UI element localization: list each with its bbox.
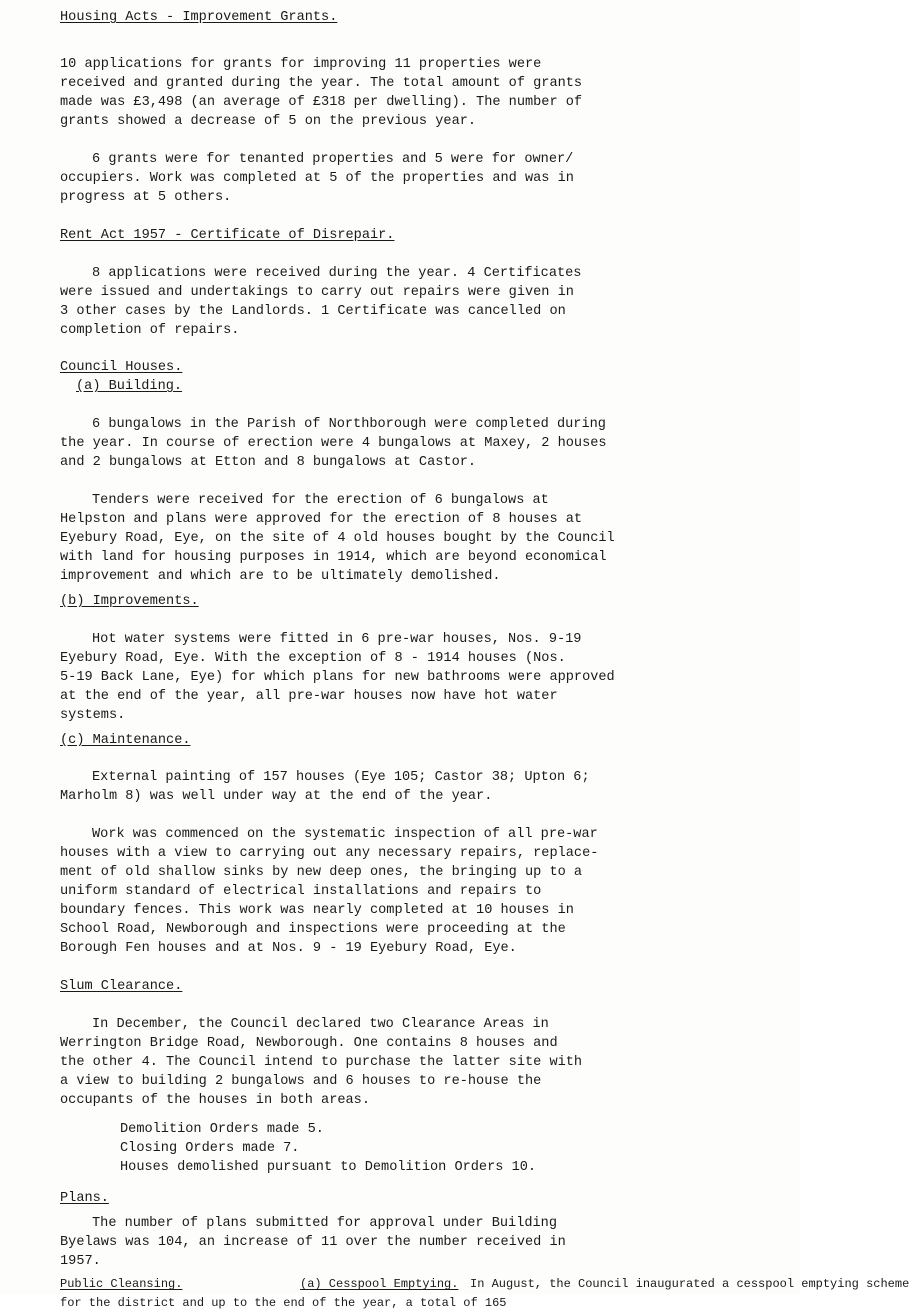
slum-p1-line1: In December, the Council declared two Clearance Areas in	[92, 1017, 549, 1032]
rent-act-heading: Rent Act 1957 - Certificate of Disrepair.	[60, 228, 395, 243]
slum-clearance-heading: Slum Clearance.	[60, 979, 183, 994]
grants-p2-line1: 6 grants were for tenanted properties and 5 were for owner/	[92, 152, 574, 167]
building-heading: (a) Building.	[76, 379, 183, 394]
grants-p1-line2: received and granted during the year. The total amount of grants	[60, 76, 583, 91]
maintenance-p2-line7: Borough Fen houses and at Nos. 9 - 19 Eyebury Road, Eye.	[60, 941, 517, 956]
demolition-orders: Demolition Orders made 5.	[120, 1122, 324, 1137]
maintenance-p2-line5: boundary fences. This work was nearly completed at 10 houses in	[60, 903, 574, 918]
maintenance-p1-line1: External painting of 157 houses (Eye 105; Castor 38; Upton 6;	[92, 770, 590, 785]
maintenance-p2-line4: uniform standard of electrical installations and repairs to	[60, 884, 542, 899]
public-cleansing-heading: Public Cleansing.	[60, 1277, 183, 1291]
building-p2-line3: Eyebury Road, Eye, on the site of 4 old houses bought by the Council	[60, 531, 615, 546]
rent-act-line2: were issued and undertakings to carry out repairs were given in	[60, 285, 574, 300]
improvements-line1: Hot water systems were fitted in 6 pre-war houses, Nos. 9-19	[92, 632, 582, 647]
building-p2-line4: with land for housing purposes in 1914, which are beyond economical	[60, 550, 607, 565]
slum-p1-line2: Werrington Bridge Road, Newborough. One contains 8 houses and	[60, 1036, 558, 1051]
rent-act-line1: 8 applications were received during the year. 4 Certificates	[92, 266, 582, 281]
council-houses-heading: Council Houses.	[60, 360, 183, 375]
closing-orders: Closing Orders made 7.	[120, 1141, 300, 1156]
slum-p1-line5: occupants of the houses in both areas.	[60, 1093, 370, 1108]
houses-demolished: Houses demolished pursuant to Demolition Orders 10.	[120, 1160, 537, 1175]
maintenance-p2-line3: ment of old shallow sinks by new deep ones, the bringing up to a	[60, 865, 583, 880]
building-p2-line1: Tenders were received for the erection of 6 bungalows at	[92, 493, 549, 508]
building-p1-line3: and 2 bungalows at Etton and 8 bungalows at Castor.	[60, 455, 477, 470]
plans-heading: Plans.	[60, 1191, 109, 1206]
page-title: Housing Acts - Improvement Grants.	[60, 10, 338, 25]
building-p1-line2: the year. In course of erection were 4 bungalows at Maxey, 2 houses	[60, 436, 607, 451]
maintenance-p2-line2: houses with a view to carrying out any necessary repairs, replace-	[60, 846, 599, 861]
grants-p1-line3: made was £3,498 (an average of £318 per dwelling). The number of	[60, 95, 583, 110]
building-p1-line1: 6 bungalows in the Parish of Northborough were completed during	[92, 417, 606, 432]
improvements-line3: 5-19 Back Lane, Eye) for which plans for new bathrooms were approved	[60, 670, 615, 685]
building-p2-line2: Helpston and plans were approved for the erection of 8 houses at	[60, 512, 583, 527]
maintenance-heading: (c) Maintenance.	[60, 733, 191, 748]
plans-line3: 1957.	[60, 1254, 101, 1269]
grants-p2-line2: occupiers. Work was completed at 5 of the properties and was in	[60, 171, 574, 186]
grants-p1-line1: 10 applications for grants for improving 11 properties were	[60, 57, 542, 72]
maintenance-p2-line6: School Road, Newborough and inspections were proceeding at the	[60, 922, 566, 937]
grants-p1-line4: grants showed a decrease of 5 on the previous year.	[60, 114, 477, 129]
slum-p1-line4: a view to building 2 bungalows and 6 houses to re-house the	[60, 1074, 542, 1089]
maintenance-p2-line1: Work was commenced on the systematic inspection of all pre-war	[92, 827, 598, 842]
rent-act-line3: 3 other cases by the Landlords. 1 Certificate was cancelled on	[60, 304, 566, 319]
cesspool-line2: for the district and up to the end of the year, a total of 165	[60, 1296, 507, 1310]
cesspool-line1: In August, the Council inaugurated a cesspool emptying scheme	[470, 1277, 909, 1291]
cesspool-heading: (a) Cesspool Emptying.	[300, 1277, 459, 1291]
improvements-line4: at the end of the year, all pre-war houses now have hot water	[60, 689, 558, 704]
maintenance-p1-line2: Marholm 8) was well under way at the end of the year.	[60, 789, 493, 804]
grants-p2-line3: progress at 5 others.	[60, 190, 232, 205]
slum-p1-line3: the other 4. The Council intend to purchase the latter site with	[60, 1055, 583, 1070]
rent-act-line4: completion of repairs.	[60, 323, 240, 338]
building-p2-line5: improvement and which are to be ultimately demolished.	[60, 569, 501, 584]
plans-line1: The number of plans submitted for approval under Building	[92, 1216, 557, 1231]
improvements-heading: (b) Improvements.	[60, 594, 199, 609]
improvements-line2: Eyebury Road, Eye. With the exception of 8 - 1914 houses (Nos.	[60, 651, 566, 666]
improvements-line5: systems.	[60, 708, 126, 723]
plans-line2: Byelaws was 104, an increase of 11 over the number received in	[60, 1235, 566, 1250]
